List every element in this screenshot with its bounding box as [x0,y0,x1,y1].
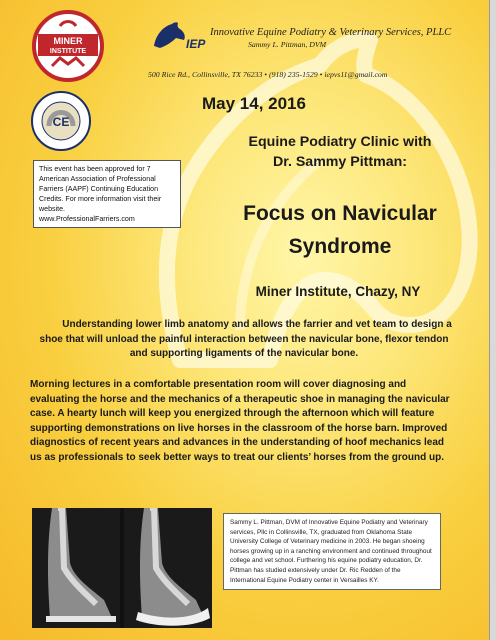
miner-logo-name: MINER [53,36,83,46]
bio-box: Sammy L. Pittman, DVM of Innovative Equine Podiatry and Veterinary services, Pllc in Collinsville, TX, graduated from Oklahoma State University College of Veterinary medicine in 2003. He began shoeing horses growing up in a ranching environment and continued throughout college and vet school. Furthering his equine podiatry education, Dr. Pittman has studied extensively under Dr. Ric Redden of the International Equine Podiatry center in Versailles KY. [223,513,441,590]
focus-heading [192,197,488,263]
ceu-text: This event has been approved for 7 American Association of Professional Farriers (AAPF) Continuing Education Credits. For more information visit their website. [39,165,162,213]
event-date: May 14, 2016 [202,94,306,113]
hoof-xray-images [32,508,212,628]
focus-heading-line2: Syndrome [288,235,392,258]
intro-paragraph: Understanding lower limb anatomy and allows the farrier and vet team to design a shoe that will unload the painful interaction between the navicular bone, flexor tendon and supporting ligaments of the navicular bone. [39,319,452,360]
company-address: 500 Rice Rd., Collinsville, TX 76233 • (918) 235-1529 • iepvs11@gmail.com [148,70,388,79]
ceu-info-box [33,160,181,228]
aapf-ce-logo [30,90,92,152]
clinic-title-line2: Dr. Sammy Pittman: [272,154,408,170]
miner-logo-sub: INSTITUTE [49,48,87,55]
miner-institute-logo [30,8,106,84]
clinic-title-line1: Equine Podiatry Clinic with [248,134,432,150]
letterhead [210,26,480,51]
event-location: Miner Institute, Chazy, NY [255,284,421,299]
iep-logo-text: IEP [186,37,206,51]
focus-heading-line1: Focus on Navicular [243,202,437,225]
clinic-title [190,132,490,172]
doctor-name: Sammy L. Pittman, DVM [248,40,327,49]
ceu-url: www.ProfessionalFarriers.com [39,215,135,223]
company-name: Innovative Equine Podiatry & Veterinary Services, PLLC [210,27,452,38]
iep-horse-logo [150,20,206,52]
details-paragraph: Morning lectures in a comfortable presentation room will cover diagnosing and evaluating the horse and the mechanics of a therapeutic shoe in managing the navicular case. A hearty lunch will keep you energized through the afternoon which will feature supporting demonstrations on live horses in the classroom of the horse barn. Improved diagnostics of recent years and advances in the understanding of hoof mechanics lead us as professionals to seek better ways to treat our clients’ horses from the ground up. [30,379,450,463]
aapf-ce-text: CE [52,115,70,129]
